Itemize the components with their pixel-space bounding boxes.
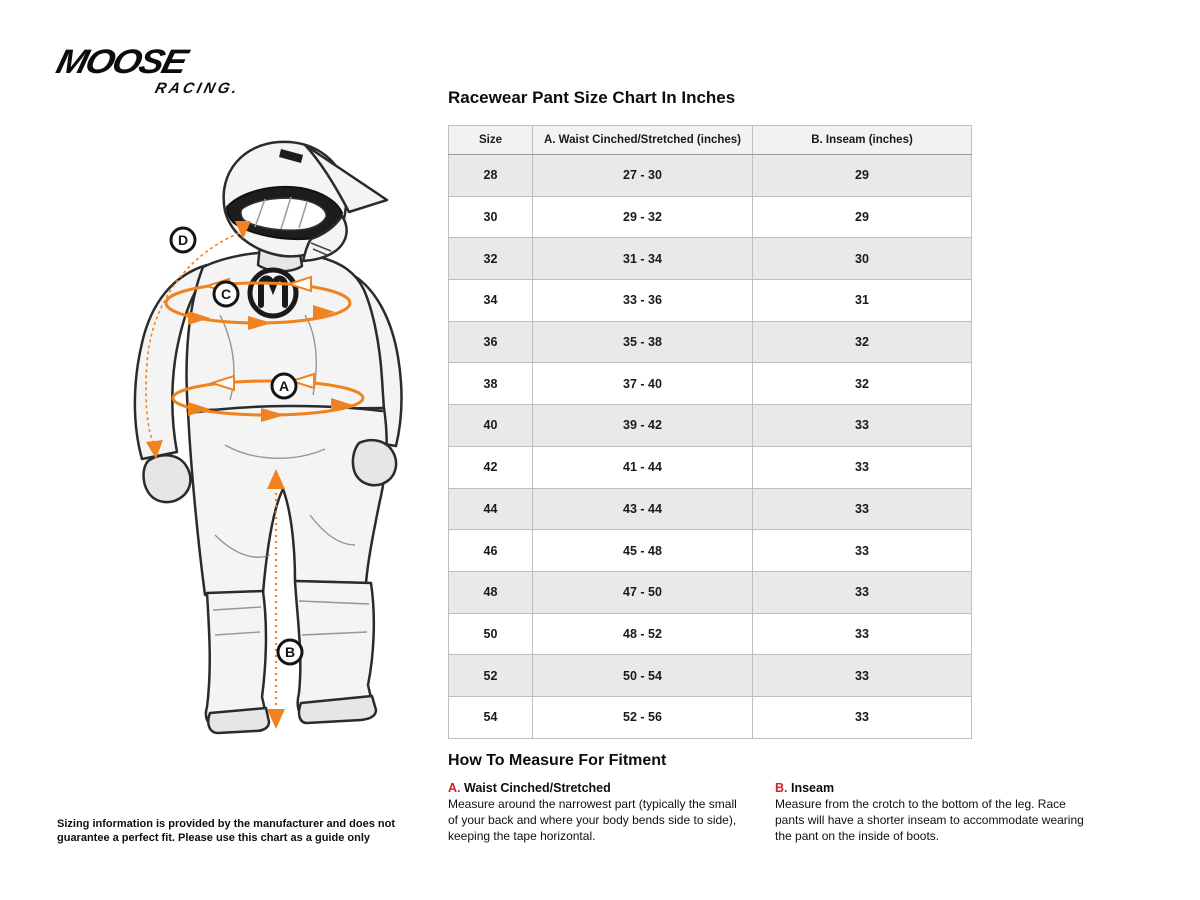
- rider-measurement-diagram: [55, 115, 445, 755]
- table-cell: 38: [449, 363, 533, 405]
- logo-word-racing: RACING.: [153, 80, 242, 98]
- table-cell: 35 - 38: [533, 321, 753, 363]
- table-cell: 32: [753, 363, 972, 405]
- how-to-measure-section: [448, 752, 1108, 845]
- table-cell: 34: [449, 280, 533, 322]
- svg-text:D: D: [177, 232, 189, 248]
- table-cell: 30: [449, 196, 533, 238]
- table-cell: 48 - 52: [533, 613, 753, 655]
- howto-item-letter: A.: [448, 781, 464, 795]
- table-cell: 27 - 30: [533, 155, 753, 197]
- table-row: [449, 155, 972, 197]
- table-cell: 50: [449, 613, 533, 655]
- table-cell: 33: [753, 405, 972, 447]
- svg-text:B: B: [284, 644, 296, 660]
- table-row: [449, 280, 972, 322]
- table-cell: 33: [753, 613, 972, 655]
- table-cell: 45 - 48: [533, 530, 753, 572]
- table-cell: 33: [753, 530, 972, 572]
- table-cell: 33: [753, 696, 972, 738]
- table-cell: 47 - 50: [533, 571, 753, 613]
- column-header: Size: [449, 126, 533, 155]
- table-row: [449, 488, 972, 530]
- table-cell: 43 - 44: [533, 488, 753, 530]
- size-table-header-row: [449, 126, 972, 155]
- table-cell: 31: [753, 280, 972, 322]
- inseam-bottom-arrow-icon: [267, 709, 285, 729]
- howto-item-b: [775, 781, 1087, 845]
- table-row: [449, 238, 972, 280]
- table-cell: 42: [449, 446, 533, 488]
- disclaimer-text: Sizing information is provided by the manufacturer and does not guarantee a perfect fit. Please use this chart as a guide only: [57, 818, 395, 845]
- table-row: [449, 405, 972, 447]
- column-header: B. Inseam (inches): [753, 126, 972, 155]
- table-row: [449, 321, 972, 363]
- table-row: [449, 571, 972, 613]
- table-row: [449, 655, 972, 697]
- table-cell: 40: [449, 405, 533, 447]
- how-to-measure-columns: [448, 781, 1108, 845]
- table-cell: 36: [449, 321, 533, 363]
- marker-b: [278, 640, 302, 664]
- table-cell: 31 - 34: [533, 238, 753, 280]
- table-cell: 29 - 32: [533, 196, 753, 238]
- howto-item-label: Waist Cinched/Stretched: [463, 781, 611, 795]
- table-cell: 30: [753, 238, 972, 280]
- table-cell: 29: [753, 196, 972, 238]
- table-row: [449, 530, 972, 572]
- table-cell: 46: [449, 530, 533, 572]
- table-row: [449, 196, 972, 238]
- moose-chest-logo-icon: [250, 270, 296, 316]
- marker-d: [171, 228, 195, 252]
- moose-racing-logo: [48, 42, 256, 98]
- table-cell: 52: [449, 655, 533, 697]
- table-row: [449, 446, 972, 488]
- svg-text:A: A: [278, 378, 290, 394]
- table-row: [449, 696, 972, 738]
- table-cell: 29: [753, 155, 972, 197]
- table-cell: 50 - 54: [533, 655, 753, 697]
- size-chart-title: Racewear Pant Size Chart In Inches: [448, 88, 736, 107]
- table-cell: 33: [753, 655, 972, 697]
- table-cell: 48: [449, 571, 533, 613]
- logo-word-moose: MOOSE: [52, 42, 190, 81]
- table-cell: 33: [753, 446, 972, 488]
- table-cell: 41 - 44: [533, 446, 753, 488]
- table-cell: 44: [449, 488, 533, 530]
- howto-item-heading: [775, 781, 1087, 795]
- table-cell: 32: [449, 238, 533, 280]
- svg-text:C: C: [220, 286, 232, 302]
- how-to-measure-title: How To Measure For Fitment: [448, 752, 667, 769]
- table-cell: 32: [753, 321, 972, 363]
- rider-illustration: [55, 115, 445, 755]
- size-table: [448, 125, 972, 739]
- table-row: [449, 363, 972, 405]
- table-cell: 28: [449, 155, 533, 197]
- table-cell: 54: [449, 696, 533, 738]
- column-header: A. Waist Cinched/Stretched (inches): [533, 126, 753, 155]
- table-cell: 52 - 56: [533, 696, 753, 738]
- table-cell: 37 - 40: [533, 363, 753, 405]
- howto-item-label: Inseam: [790, 781, 835, 795]
- table-row: [449, 613, 972, 655]
- table-cell: 33 - 36: [533, 280, 753, 322]
- howto-item-heading: [448, 781, 743, 795]
- howto-item-letter: B.: [775, 781, 791, 795]
- table-cell: 33: [753, 488, 972, 530]
- marker-a: [272, 374, 296, 398]
- table-cell: 33: [753, 571, 972, 613]
- goggles-lens: [241, 198, 326, 230]
- table-cell: 39 - 42: [533, 405, 753, 447]
- howto-item-a: [448, 781, 743, 845]
- howto-item-text: Measure from the crotch to the bottom of the leg. Race pants will have a shorter inseam to accommodate wearing the pant on the inside of boots.: [775, 797, 1084, 843]
- marker-c: [214, 282, 238, 306]
- howto-item-text: Measure around the narrowest part (typically the small of your back and where your body bends side to side), keeping the tape horizontal.: [448, 797, 737, 843]
